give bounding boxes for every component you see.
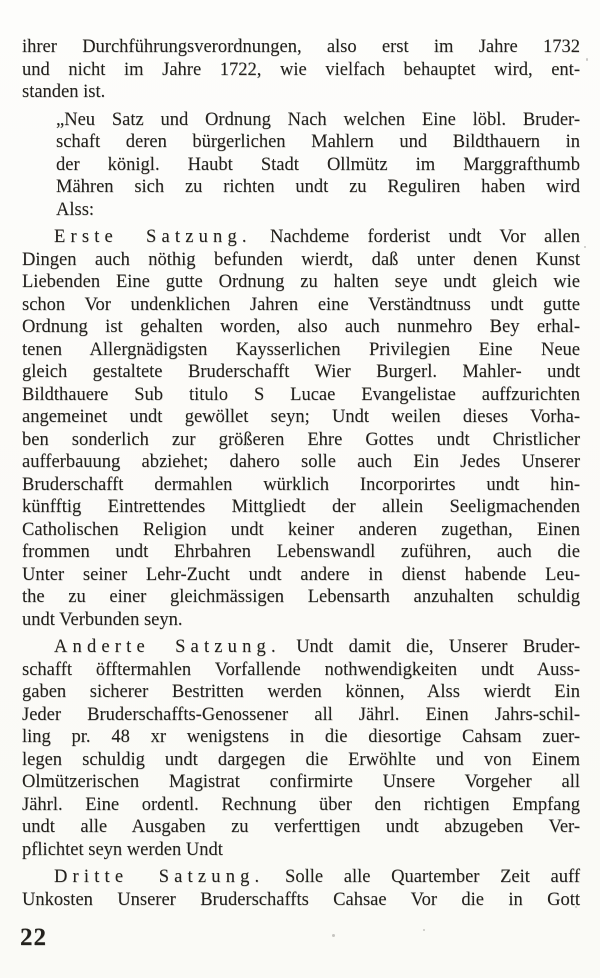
text-line bbox=[22, 226, 580, 249]
text-line: schaft deren bürgerlichen Mahlern und Bildthauern in bbox=[56, 132, 580, 152]
statute-first-line-text: Undt damit die, Unserer Bruder- bbox=[296, 637, 580, 657]
text-line: schafft öfftermahlen Vorfallende nothwendigkeiten undt Auss- bbox=[22, 659, 580, 680]
text-line: pflichtet seyn werden Undt bbox=[22, 839, 223, 860]
text-line: Liebenden Eine gutte Ordnung zu halten seye undt gleich wie bbox=[22, 272, 580, 292]
paragraph-erste-satzung bbox=[22, 226, 580, 631]
scan-speck bbox=[586, 58, 588, 61]
paragraph-quote-preamble bbox=[22, 109, 580, 222]
text-line: angemeinet undt gewöllet seyn; Undt weilen dieses Vorha- bbox=[22, 407, 580, 427]
text-line: Jeder Bruderschaffts-Genossener all Jährl. Einen Jahrs-schil- bbox=[22, 704, 580, 725]
text-line: ben sonderlich zur größeren Ehre Gottes undt Christlicher bbox=[22, 429, 580, 450]
text-line: Olmützerischen Magistrat confirmirte Unsere Vorgeher all bbox=[22, 772, 580, 792]
text-line: schon Vor undenklichen Jahren eine Verständtnuss undt gutte bbox=[22, 294, 580, 315]
text-line: aufferbauung abziehet; dahero solle auch Ein Jedes Unserer bbox=[22, 452, 580, 472]
paragraph-lines bbox=[22, 889, 580, 912]
text-line: gleich gestaltete Bruderschafft Wier Burgerl. Mahler- undt bbox=[22, 362, 580, 382]
text-line: Alss: bbox=[56, 199, 95, 220]
page-number: 22 bbox=[20, 924, 47, 951]
text-line: the zu einer gleichmässigen Lebensarth anzuhalten schuldig bbox=[22, 587, 580, 607]
text-line: Unter seiner Lehr-Zucht undt andere in dienst habende Leu- bbox=[22, 564, 580, 585]
statute-heading-anderte: Anderte Satzung. bbox=[54, 637, 281, 657]
text-line: Mähren sich zu richten undt zu Reguliren haben wird bbox=[56, 177, 580, 197]
text-line: ling pr. 48 xr wenigstens in die diesortige Cahsam zuer- bbox=[22, 727, 580, 747]
text-line: ihrer Durchführungsverordnungen, also erst im Jahre 1732 bbox=[22, 37, 580, 57]
text-line: standen ist. bbox=[22, 82, 106, 102]
text-line: der königl. Haubt Stadt Ollmütz im Marggrafthumb bbox=[56, 154, 580, 175]
scan-speck bbox=[575, 906, 577, 908]
paragraph-dritte-satzung bbox=[22, 866, 580, 911]
text-line: Bildthauere Sub titulo S Lucae Evangelistae auffzurichten bbox=[22, 384, 580, 405]
text-line: legen schuldig undt dargegen die Erwöhlte und von Einem bbox=[22, 749, 580, 770]
text-line: Catholischen Religion undt keiner anderen zugethan, Einen bbox=[22, 519, 580, 540]
text-line: gaben sicherer Bestritten werden können, Alss wierdt Ein bbox=[22, 682, 580, 702]
text-line: und nicht im Jahre 1722, wie vielfach behauptet wird, ent- bbox=[22, 59, 580, 80]
text-line: Ordnung ist gehalten worden, also auch nunmehro Bey erhal- bbox=[22, 317, 580, 337]
text-line: Unkosten Unserer Bruderschaffts Cahsae Vor die in Gott bbox=[22, 889, 580, 910]
text-line: tenen Allergnädigsten Kaysserlichen Privilegien Eine Neue bbox=[22, 339, 580, 360]
text-line: Bruderschafft dermahlen würklich Incorporirtes undt hin- bbox=[22, 474, 580, 495]
scan-speck bbox=[423, 929, 425, 931]
paragraph-lines bbox=[56, 109, 580, 222]
statute-first-line-text: Nachdeme forderist undt Vor allen bbox=[270, 227, 580, 247]
statute-first-line-text: Solle alle Quartember Zeit auff bbox=[285, 867, 581, 887]
text-line: undt alle Ausgaben zu verferttigen undt abzugeben Ver- bbox=[22, 817, 580, 837]
text-line: frommen undt Ehrbahren Lebenswandl zuführen, auch die bbox=[22, 542, 580, 562]
paragraph-lines bbox=[22, 659, 580, 862]
paragraph-intro bbox=[22, 36, 580, 104]
text-line bbox=[22, 866, 580, 889]
scan-speck bbox=[332, 934, 335, 937]
page-text bbox=[22, 36, 580, 911]
text-line bbox=[22, 636, 580, 659]
text-line: künfftig Eintrettendes Mittgliedt der allein Seeligmachenden bbox=[22, 497, 580, 517]
paragraph-lines bbox=[22, 36, 580, 104]
text-line: undt Verbunden seyn. bbox=[22, 609, 183, 630]
statute-heading-erste: Erste Satzung. bbox=[54, 227, 252, 247]
text-line: „Neu Satz und Ordnung Nach welchen Eine löbl. Bruder- bbox=[56, 109, 580, 130]
text-line: Jährl. Eine ordentl. Rechnung über den richtigen Empfang bbox=[22, 794, 580, 815]
scan-speck bbox=[584, 246, 586, 248]
text-line: Dingen auch nöthig befunden wierdt, daß unter denen Kunst bbox=[22, 249, 580, 270]
paragraph-lines bbox=[22, 249, 580, 632]
paragraph-anderte-satzung bbox=[22, 636, 580, 861]
statute-heading-dritte: Dritte Satzung. bbox=[54, 867, 265, 887]
